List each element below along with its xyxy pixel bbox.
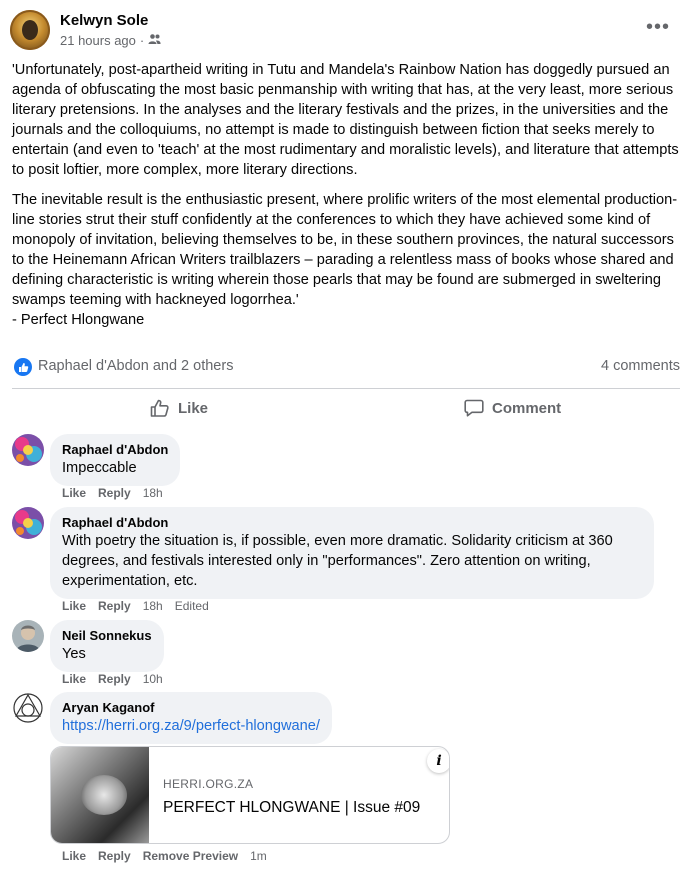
comment-bubble [50, 434, 180, 486]
remove-preview-button[interactable]: Remove Preview [142, 849, 239, 863]
commenter-name[interactable]: Aryan Kaganof [62, 700, 155, 715]
friends-icon[interactable] [148, 33, 161, 48]
comment-text: Impeccable [62, 460, 137, 476]
comment-actions [62, 599, 209, 613]
commenter-name[interactable]: Neil Sonnekus [62, 628, 152, 643]
comment-bubble [50, 620, 164, 672]
comment-time[interactable]: 10h [142, 672, 163, 686]
link-preview-card[interactable] [50, 746, 450, 844]
comment-button[interactable] [464, 399, 561, 417]
comment-like-button[interactable]: Like [62, 599, 87, 613]
link-preview-domain: HERRI.ORG.ZA [163, 777, 254, 791]
comment-like-button[interactable]: Like [62, 672, 87, 686]
commenter-name[interactable]: Raphael d'Abdon [62, 442, 169, 457]
comment-time[interactable]: 1m [250, 849, 267, 863]
comment-time[interactable]: 18h [142, 599, 163, 613]
post-actions [12, 396, 680, 422]
comment-actions [62, 486, 163, 500]
link-preview-image[interactable] [51, 747, 149, 843]
comment-actions [62, 849, 267, 863]
reactions-bar [12, 356, 680, 378]
comment-label: Comment [492, 399, 562, 417]
comment-text: With poetry the situation is, if possible, even more dramatic. Solidarity criticism at 360 degrees, and festivals interested only in "performances". Zero attention on writing, experimentation, etc. [62, 533, 613, 589]
comment-reply-button[interactable]: Reply [98, 599, 131, 613]
comment-reply-button[interactable]: Reply [98, 672, 131, 686]
comment-link[interactable]: https://herri.org.za/9/perfect-hlongwane/ [62, 718, 320, 734]
commenter-name[interactable]: Raphael d'Abdon [62, 515, 169, 530]
post-timestamp[interactable]: 21 hours ago [60, 33, 136, 48]
more-options-icon[interactable]: ••• [645, 16, 670, 38]
commenter-avatar[interactable] [12, 434, 44, 466]
author-name[interactable]: Kelwyn Sole [60, 12, 149, 29]
post-signature: - Perfect Hlongwane [12, 312, 145, 328]
commenter-avatar[interactable] [12, 692, 44, 724]
post-body [12, 60, 682, 340]
reactions-names[interactable]: Raphael d'Abdon and 2 others [38, 358, 234, 374]
comments-count[interactable]: 4 comments [601, 358, 680, 374]
author-avatar[interactable] [10, 10, 50, 50]
comment-like-button[interactable]: Like [62, 849, 87, 863]
post-meta: 21 hours ago · [60, 33, 161, 48]
like-reaction-icon[interactable] [14, 358, 32, 376]
post-paragraph: 'Unfortunately, post-apartheid writing in Tutu and Mandela's Rainbow Nation has doggedly pursued an agenda of obfuscating the most basic penmanship with writing that has, at the very least, more serious literary pretensions. In the analyses and the literary festivals and the prizes, in the universities and the journals and the colloquiums, no attempt is made to distinguish between fiction that seeks merely to entertain (and even to 'teach' at the most rudimentary and moralistic levels), and literature that attempts to posit loftier, more complex, more literary directions. [12, 62, 679, 178]
comment-edited-label[interactable]: Edited [174, 599, 209, 613]
comment-like-button[interactable]: Like [62, 486, 87, 500]
comment-bubble [50, 692, 332, 744]
like-label: Like [178, 399, 209, 417]
info-icon[interactable]: i [427, 749, 450, 773]
post-paragraph: The inevitable result is the enthusiastic present, where prolific writers of the most elemental production-line stories strut their stuff confidently at the conferences to which they have achieved some kind of monopoly of invitation, believing themselves to be, in these southern provinces, the natural successors to the Heinemann African Writers trailblazers – parading a relentless mass of books whose shared and defining characteristic is writing wherein those pearls that may be found are submerged in sweltering swamps teeming with hackneyed logorrhea.' [12, 192, 678, 308]
comment-reply-button[interactable]: Reply [98, 486, 131, 500]
commenter-avatar[interactable] [12, 507, 44, 539]
post-header [10, 10, 680, 52]
divider [12, 388, 680, 389]
like-button[interactable] [150, 399, 208, 417]
link-preview-title[interactable]: PERFECT HLONGWANE | Issue #09 [163, 799, 421, 816]
commenter-avatar[interactable] [12, 620, 44, 652]
comment-bubble [50, 507, 654, 599]
comment-text: Yes [62, 646, 86, 662]
thumbs-up-icon [150, 399, 170, 417]
comment-icon [464, 399, 484, 417]
comment-time[interactable]: 18h [142, 486, 163, 500]
comment-actions [62, 672, 163, 686]
comment-reply-button[interactable]: Reply [98, 849, 131, 863]
